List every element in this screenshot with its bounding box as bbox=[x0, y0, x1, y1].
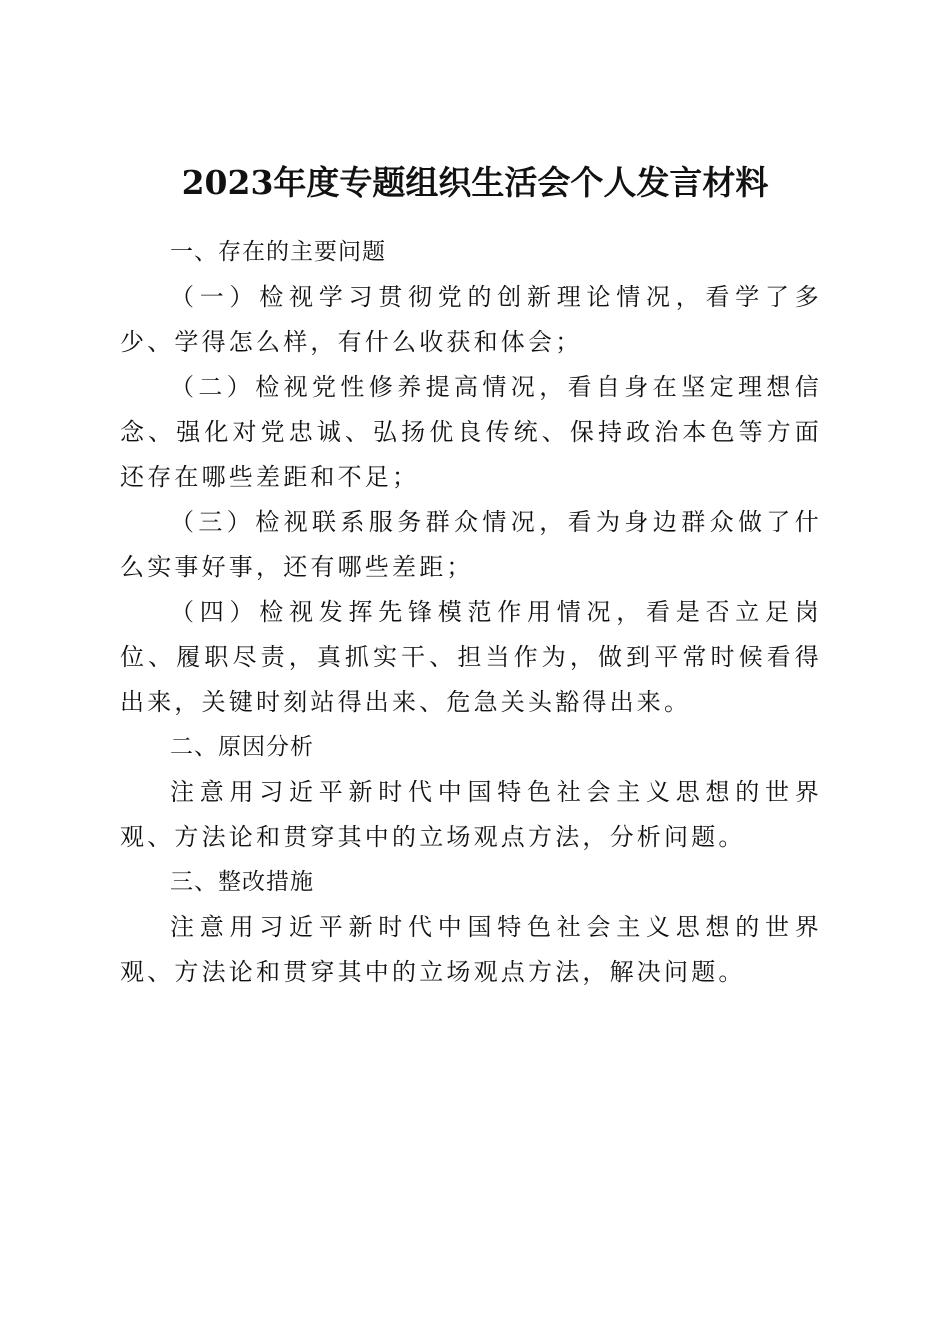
document-body bbox=[120, 230, 822, 995]
paragraph-theory-study: （一）检视学习贯彻党的创新理论情况，看学了多少、学得怎么样，有什么收获和体会； bbox=[120, 283, 822, 356]
paragraph-vanguard-role: （四）检视发挥先锋模范作用情况，看是否立足岗位、履职尽责，真抓实干、担当作为，做到平常时候看得出来，关键时刻站得出来、危急关头豁得出来。 bbox=[120, 598, 822, 716]
section-heading-causes: 二、原因分析 bbox=[170, 734, 314, 760]
paragraph-party-spirit: （二）检视党性修养提高情况，看自身在坚定理想信念、强化对党忠诚、弘扬优良传统、保持政治本色等方面还存在哪些差距和不足； bbox=[120, 373, 822, 491]
section-heading-rectification: 三、整改措施 bbox=[170, 869, 314, 895]
paragraph-cause-analysis: 注意用习近平新时代中国特色社会主义思想的世界观、方法论和贯穿其中的立场观点方法，分析问题。 bbox=[120, 778, 822, 851]
paragraph-rectification: 注意用习近平新时代中国特色社会主义思想的世界观、方法论和贯穿其中的立场观点方法，解决问题。 bbox=[120, 913, 822, 986]
paragraph-serving-masses: （三）检视联系服务群众情况，看为身边群众做了什么实事好事，还有哪些差距； bbox=[120, 508, 822, 581]
document-title: 2023年度专题组织生活会个人发言材料 bbox=[181, 163, 769, 203]
section-heading-problems: 一、存在的主要问题 bbox=[170, 239, 386, 265]
